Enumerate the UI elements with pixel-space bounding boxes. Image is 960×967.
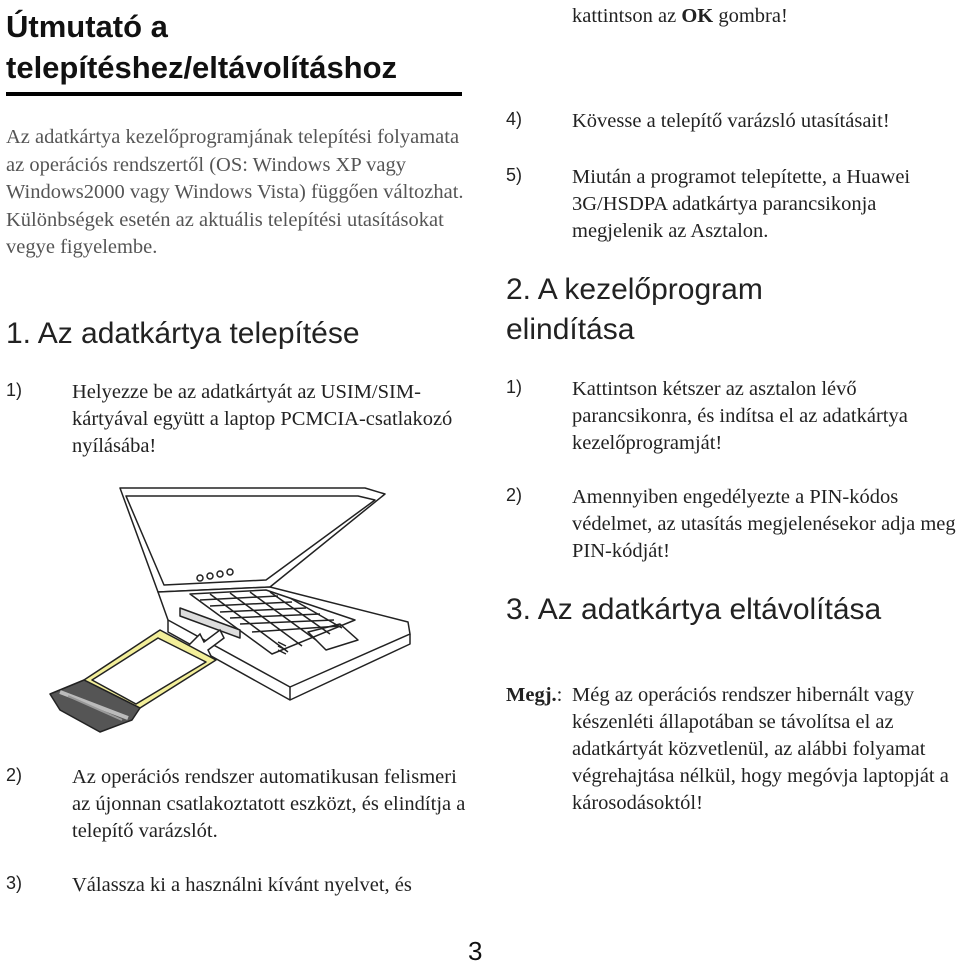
install-step-2 [6, 764, 466, 845]
title-divider [6, 92, 462, 96]
section1-heading: 1. Az adatkártya telepítése [6, 317, 360, 350]
step-number: 1) [6, 380, 23, 400]
page-number: 3 [468, 936, 483, 966]
step-text: Miután a programot telepítette, a Huawei 3G/HSDPA adatkártya parancsikonja megjelenik az Asztalon. [572, 166, 911, 242]
launch-step-2 [506, 484, 956, 565]
page-title: Útmutató a telepítéshez/eltávolításhoz [6, 9, 398, 85]
section3-heading: 3. Az adatkártya eltávolítása [506, 593, 882, 626]
step-number: 1) [506, 377, 523, 397]
step-3-continuation: kattintson az OK gombra! [572, 5, 788, 27]
step-number: 4) [506, 109, 523, 129]
step-text: Amennyiben engedélyezte a PIN-kódos védelmet, az utasítás megjelenésekor adja meg PIN-kódját! [572, 486, 956, 562]
laptop-card-illustration [40, 482, 420, 742]
install-step-3 [6, 872, 466, 899]
install-step-1 [6, 379, 466, 460]
step-text: Válassza ki a használni kívánt nyelvet, és [72, 874, 412, 896]
removal-note: Megj.: Még az operációs rendszer hibernált vagy készenléti állapotában se távolítsa el az adatkártyát közvetlenül, az alábbi folyamat végrehajtása nélkül, hogy megóvja laptopját a károsodásoktól! [506, 682, 946, 709]
install-step-4 [506, 108, 956, 135]
step-text: Helyezze be az adatkártyát az USIM/SIM-kártyával együtt a laptop PCMCIA-csatlakozó nyílásába! [72, 381, 453, 457]
step-text: Kövesse a telepítő varázsló utasításait! [572, 110, 890, 132]
step-number: 5) [506, 165, 523, 185]
step-number: 2) [6, 765, 23, 785]
step-text: Kattintson kétszer az asztalon lévő parancsikonra, és indítsa el az adatkártya kezelőprogramját! [572, 378, 908, 454]
step-text: Az operációs rendszer automatikusan felismeri az újonnan csatlakoztatott eszközt, és elindítja a telepítő varázslót. [72, 766, 466, 842]
install-step-5 [506, 164, 956, 245]
step-number: 2) [506, 485, 523, 505]
ok-label: OK [681, 5, 714, 27]
launch-step-1 [506, 376, 956, 457]
section2-heading: 2. A kezelőprogram elindítása [506, 273, 763, 346]
intro-paragraph: Az adatkártya kezelőprogramjának telepítési folyamata az operációs rendszertől (OS: Windows XP vagy Windows2000 vagy Windows Vista) függően változhat. Különbségek esetén az aktuális telepítési utasításokat vegye figyelembe. [6, 126, 464, 258]
step-number: 3) [6, 873, 23, 893]
note-label: Megj. [506, 684, 557, 706]
note-text: Még az operációs rendszer hibernált vagy készenléti állapotában se távolítsa el az adatkártyát közvetlenül, az alábbi folyamat végrehajtása nélkül, hogy megóvja laptopját a károsodásoktól! [572, 684, 949, 814]
